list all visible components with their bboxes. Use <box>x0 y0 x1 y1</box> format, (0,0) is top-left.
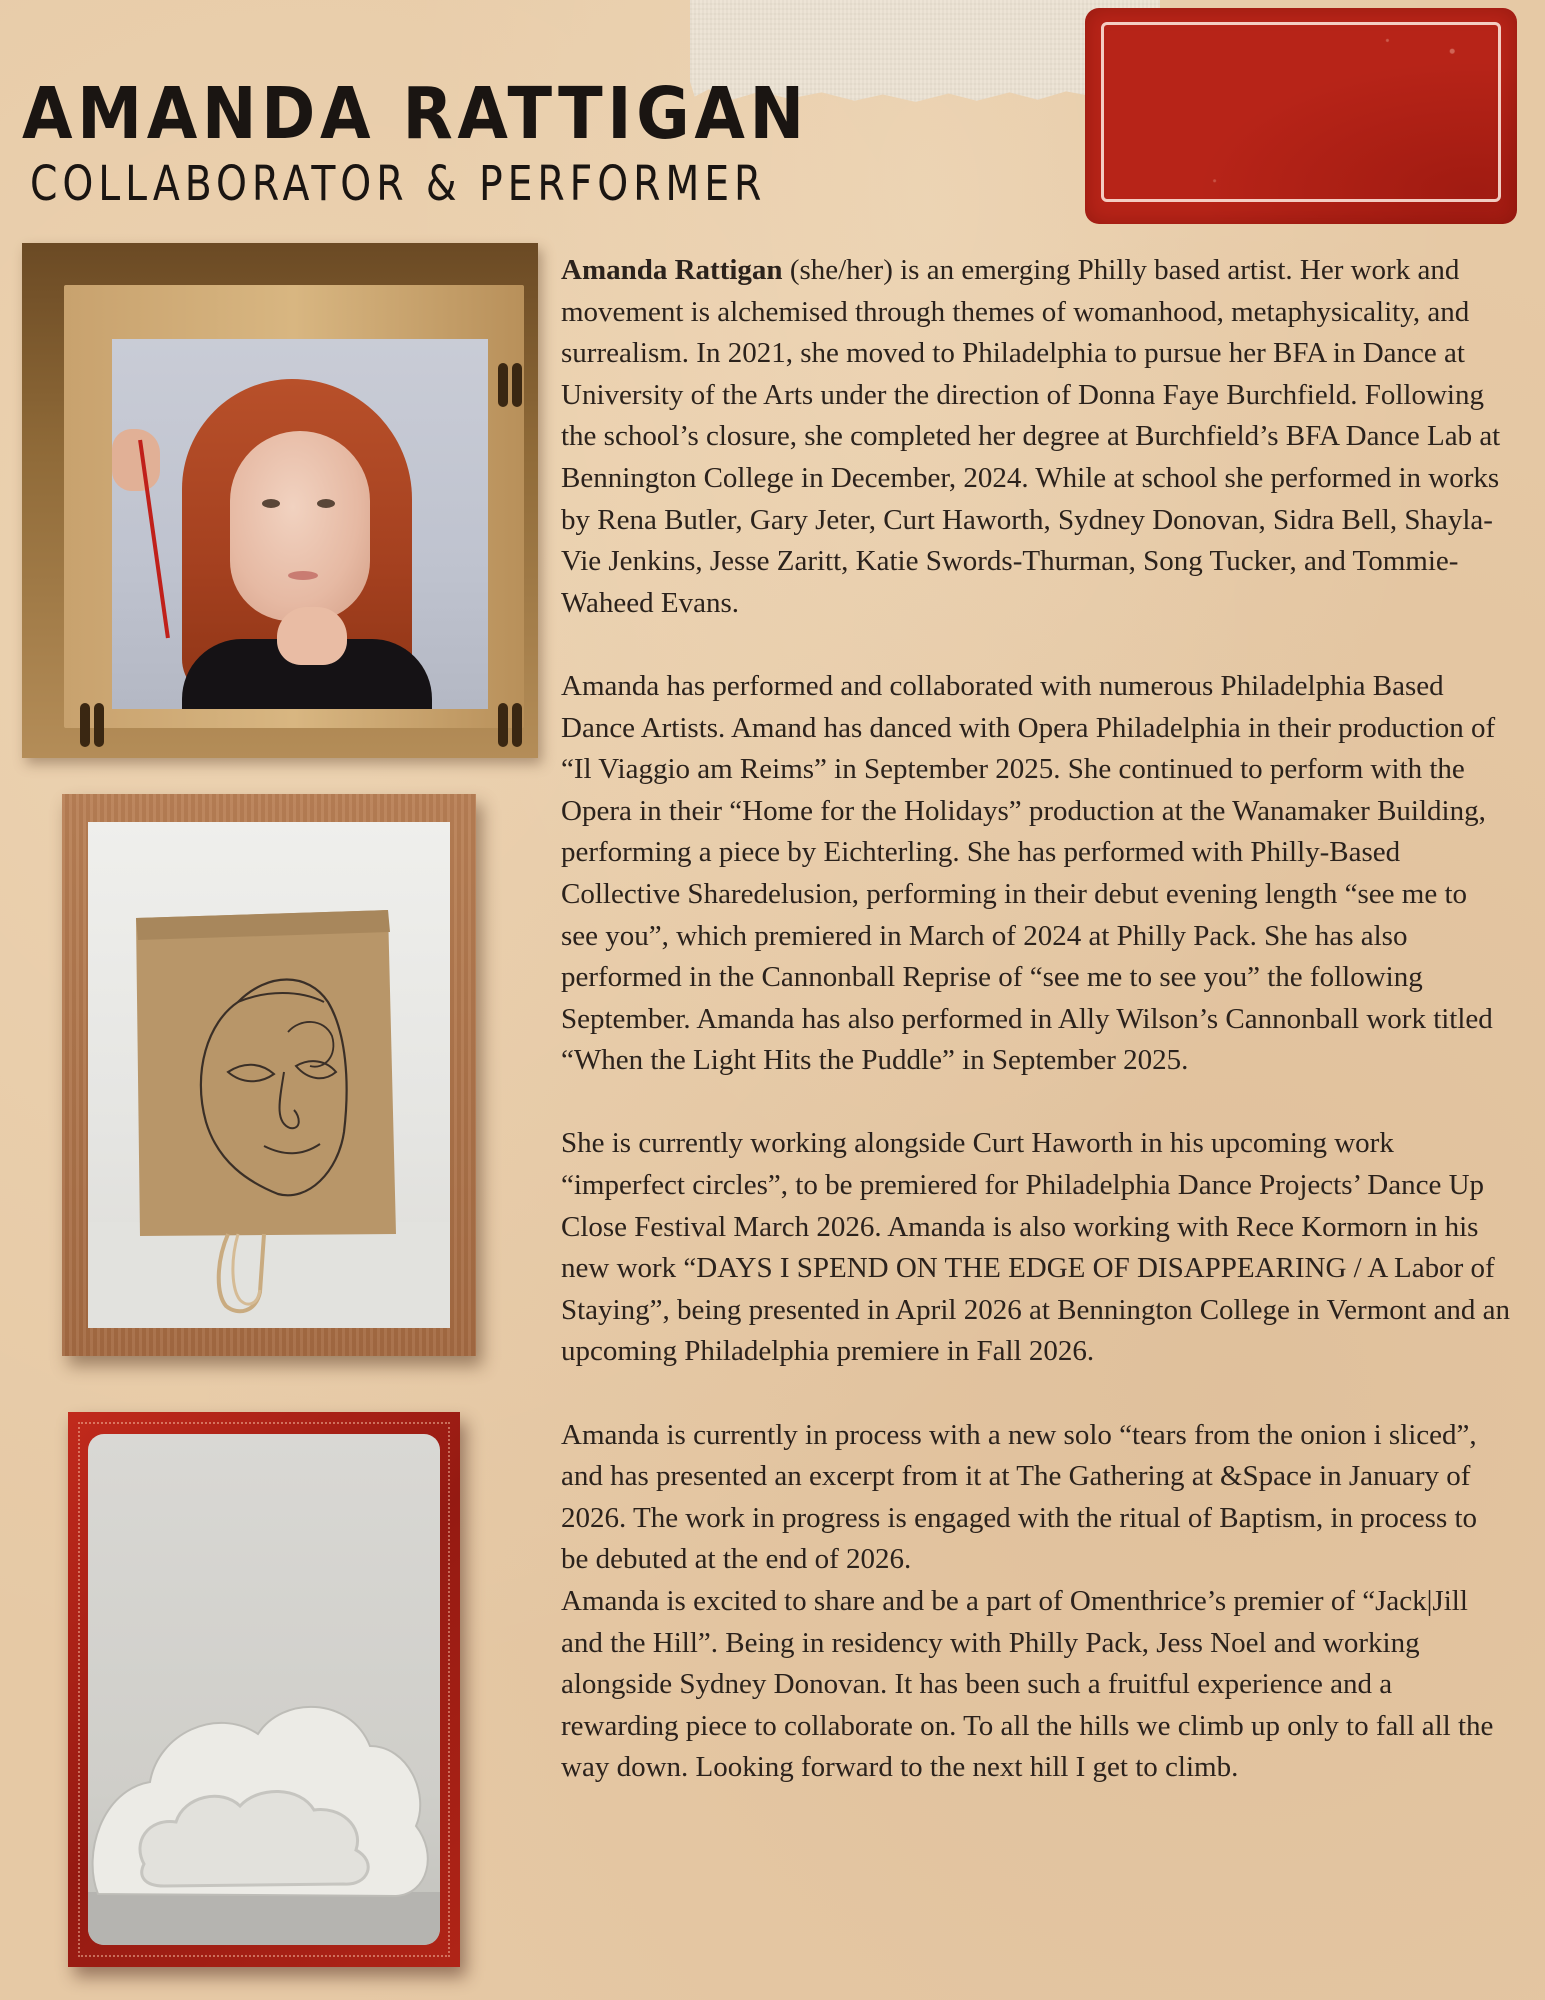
bio-paragraph-4: Amanda is currently in process with a new solo “tears from the onion i sliced”, and has presented an excerpt from it at The Gathering at &Space in January of 2026. The work in progress is engaged with the ritual of Baptism, in process to be debuted at the end of 2026. <box>561 1418 1478 1576</box>
paper-bag-canvas <box>88 822 450 1328</box>
frame-slot <box>80 703 90 747</box>
bio-name: Amanda Rattigan <box>561 254 783 286</box>
red-stamp-icon <box>1085 8 1517 224</box>
paper-bag-drawing <box>88 822 450 1328</box>
bio-text <box>561 250 1511 1789</box>
frame-slot <box>498 363 508 407</box>
bio-paragraph-2: Amanda has performed and collaborated with numerous Philadelphia Based Dance Artists. Amand has danced with Opera Philadelphia in their production of “Il Viaggio am Reims” in September 2025. She continued to perform with the Opera in their “Home for the Holidays” production at the Wanamaker Building, performing a piece by Eichterling. She has performed with Philly-Based Collective Sharedelusion, performing in their debut evening length “see me to see you”, which premiered in March of 2024 at Philly Pack. She has also performed in the Cannonball Reprise of “see me to see you” the following September. Amanda has also performed in Ally Wilson’s Cannonball work titled “When the Light Hits the Puddle” in September 2025. <box>561 669 1496 1077</box>
bio-paragraph-3: She is currently working alongside Curt Haworth in his upcoming work “imperfect circles”, to be premiered for Philadelphia Dance Projects’ Dance Up Close Festival March 2026. Amanda is also working with Rece Kormorn in his new work “DAYS I SPEND ON THE EDGE OF DISAPPEARING / A Labor of Staying”, being presented in April 2026 at Bennington College in Vermont and an upcoming Philadelphia premiere in Fall 2026. <box>561 1127 1511 1368</box>
page-subtitle: COLLABORATOR & PERFORMER <box>30 156 767 212</box>
shelf-surface <box>88 1892 440 1945</box>
portrait-hand <box>277 607 347 665</box>
page-title: AMANDA RATTIGAN <box>22 72 809 155</box>
bio-paragraph-5: Amanda is excited to share and be a part of Omenthrice’s premier of “Jack|Jill and the Hill”. Being in residency with Philly Pack, Jess Noel and working alongside Sydney Donovan. It has been such a fruitful experience and a rewarding piece to collaborate on. To all the hills we climb up only to fall all the way down. Looking forward to the next hill I get to climb. <box>561 1585 1494 1784</box>
portrait-eye <box>262 499 280 508</box>
portrait-face <box>230 431 370 621</box>
portrait-raised-hand <box>112 429 160 491</box>
portrait-lips <box>288 571 318 580</box>
bio-paragraph-1 <box>561 250 1511 624</box>
frame-slot <box>498 703 508 747</box>
stamp-inner-border <box>1101 22 1501 202</box>
cloud-sculpture <box>88 1434 440 1945</box>
bio-paragraph-1-text: (she/her) is an emerging Philly based artist. Her work and movement is alchemised through themes of womanhood, metaphysicality, and surrealism. In 2021, she moved to Philadelphia to pursue her BFA in Dance at University of the Arts under the direction of Donna Faye Burchfield. Following the school’s closure, she completed her degree at Burchfield’s BFA Dance Lab at Bennington College in December, 2024. While at school she performed in works by Rena Butler, Gary Jeter, Curt Haworth, Sydney Donovan, Sidra Bell, Shayla-Vie Jenkins, Jesse Zaritt, Katie Swords-Thurman, Song Tucker, and Tommie-Waheed Evans. <box>561 254 1501 619</box>
frame-slot <box>512 703 522 747</box>
paper-bag <box>136 910 396 1236</box>
portrait-window <box>112 339 488 709</box>
cloud-sculpture-photo <box>68 1412 460 1967</box>
frame-slot <box>94 703 104 747</box>
cloud-canvas <box>88 1434 440 1945</box>
table-surface <box>88 1222 450 1328</box>
portrait-eye <box>317 499 335 508</box>
paper-bag-photo <box>62 794 476 1356</box>
portrait-photo <box>22 243 538 758</box>
frame-slot <box>512 363 522 407</box>
